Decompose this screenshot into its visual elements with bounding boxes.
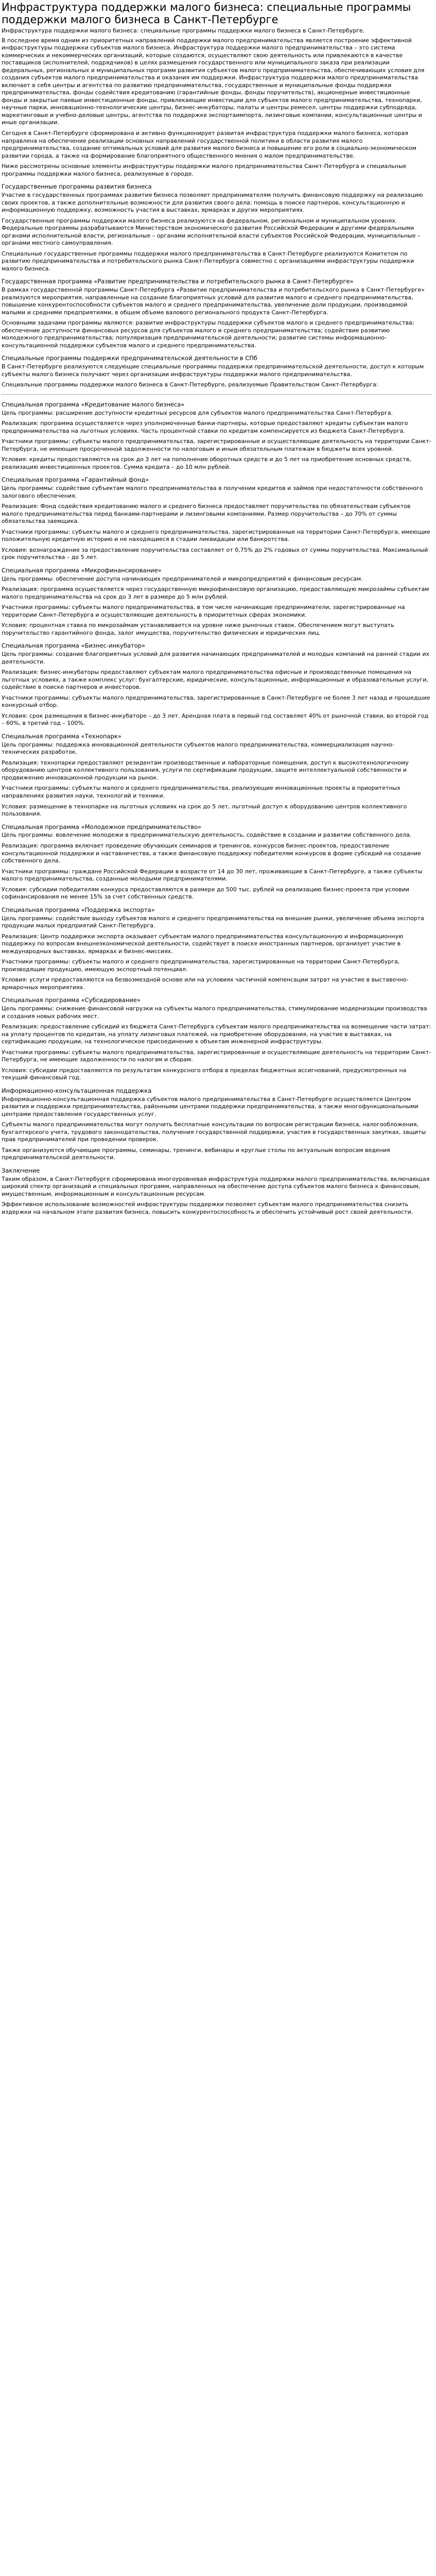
intro-paragraph: Сегодня в Санкт-Петербурге сформирована и активно функционирует развитая инфраструктура поддержки малого бизнеса, которая направлена на обеспечение реализации основных направлений государственной политики в области развития малого предпринимательства, создание оптимальных условий для развития малого бизнеса и повышение его роли в социально-экономическом развитии города, а также на формирование благоприятного общественного мнения о малом предпринимательстве.	[2, 129, 416, 159]
document-title: Инфраструктура поддержки малого бизнеса: специальные программы поддержки малого бизнеса в Санкт-Петербурге	[2, 1, 411, 26]
program-text: Реализация: Фонд содействия кредитованию малого и среднего бизнеса предоставляет поручительства по обязательствам субъектов малого предпринимательства перед банками-партнерами и лизинговыми компаниями. Размер поручительства – до 70% от суммы обязательства заемщика.	[2, 503, 411, 525]
program-title: Специальная программа «Бизнес-инкубатор»	[2, 642, 146, 650]
program-text: Условия: субсидии победителям конкурса предоставляются в размере до 500 тыс. рублей на реализацию бизнес-проекта при условии софинансирования не менее 15% за счет собственных средств.	[2, 886, 409, 901]
program-text: Участники программы: субъекты малого и среднего предпринимательства, зарегистрированные на территории Санкт-Петербурга, имеющие положительную кредитную историю и не находящиеся в стадии ликвидации или банкротства.	[2, 528, 430, 543]
program-text: Цель программы: создание благоприятных условий для развития начинающих предпринимателей и молодых компаний на ранней стадии их деятельности.	[2, 651, 429, 665]
program-title: Специальная программа «Технопарк»	[2, 732, 121, 740]
divider	[2, 394, 432, 395]
program-item	[2, 401, 432, 471]
program-title: Специальная программа «Субсидирование»	[2, 996, 141, 1004]
section-info-support	[2, 1087, 432, 1162]
program-item	[2, 476, 432, 562]
section-special-programs	[2, 354, 432, 388]
section-paragraph: Также организуются обучающие программы, семинары, тренинги, вебинары и круглые столы по актуальным вопросам ведения предпринимательской деятельности.	[2, 1146, 390, 1161]
program-text: Участники программы: граждане Российской Федерации в возрасте от 14 до 30 лет, проживающие в Санкт-Петербурге, а также субъекты малого предпринимательства, созданные молодыми предпринимателями.	[2, 868, 423, 883]
program-text: Реализация: программа включает проведение обучающих семинаров и тренингов, конкурсов бизнес-проектов, предоставление консультационной поддержки и наставничества, а также финансовую поддержку победителям конкурсов в форме субсидий на создание собственного дела.	[2, 842, 421, 865]
program-item	[2, 733, 432, 818]
program-text: Участники программы: субъекты малого предпринимательства, в том числе начинающие предприниматели, зарегистрированные на территории Санкт-Петербурга и осуществляющие деятельность в приоритетных сферах экономики.	[2, 604, 405, 618]
section-paragraph: Эффективное использование возможностей инфраструктуры поддержки позволяет субъектам малого предпринимательства снизить издержки на начальном этапе развития бизнеса, повысить конкурентоспособность и обеспечить устойчивый рост своей деятельности.	[2, 1201, 413, 1215]
program-item	[2, 642, 432, 727]
section-paragraph: Основными задачами программы являются: развитие инфраструктуры поддержки субъектов малого и среднего предпринимательства; обеспечение доступности финансовых ресурсов для субъектов малого и среднего предпринимательства; содействие развитию молодежного предпринимательства; популяризация предпринимательской деятельности; развитие системы информационно-консультационной поддержки субъектов малого и среднего предпринимательства.	[2, 319, 414, 349]
program-item	[2, 567, 432, 637]
section-paragraph: Специальные государственные программы поддержки малого предпринимательства в Санкт-Петербурге реализуются Комитетом по развитию предпринимательства и потребительского рынка Санкт-Петербурга совместно с организациями инфраструктуры поддержки малого бизнеса.	[2, 250, 414, 272]
program-text: Участники программы: субъекты малого и среднего предпринимательства, реализующие инновационные проекты в приоритетных направлениях развития науки, технологий и техники.	[2, 785, 400, 799]
program-item	[2, 996, 432, 1082]
section-heading: Государственная программа «Развитие предпринимательства и потребительского рынка в Санкт-Петербурге»	[2, 278, 354, 285]
program-text: Цель программы: поддержка инновационной деятельности субъектов малого предпринимательства, коммерциализация научно-технических разработок.	[2, 741, 394, 756]
section-paragraph: В рамках государственной программы Санкт-Петербурга «Развитие предпринимательства и потребительского рынка в Санкт-Петербурге» реализуются мероприятия, направленные на создание благоприятных условий для развития малого и среднего предпринимательства, повышение конкурентоспособности субъектов малого и среднего предпринимательства, увеличение доли продукции, производимой малыми и средними предприятиями, в общем объеме валового регионального продукта Санкт-Петербурга.	[2, 286, 425, 316]
section-paragraph: В Санкт-Петербурге реализуются следующие специальные программы поддержки предпринимательской деятельности, доступ к которым субъекты малого бизнеса получают через организации инфраструктуры поддержки малого предпринимательства.	[2, 363, 424, 378]
program-text: Цель программы: снижение финансовой нагрузки на субъекты малого предпринимательства, стимулирование модернизации производства и создания новых рабочих мест.	[2, 1005, 427, 1020]
section-paragraph: Информационно-консультационная поддержка субъектов малого предпринимательства в Санкт-Петербурге осуществляется Центром развития и поддержки предпринимательства, районными центрами поддержки предпринимательства, а также многофункциональными центрами предоставления государственных услуг.	[2, 1095, 418, 1117]
intro-block	[2, 27, 432, 178]
section-paragraph: Участие в государственных программах развития бизнеса позволяет предпринимателям получить финансовую поддержку на реализацию своих проектов, а также дополнительные возможности для развития своего дела: помощь в поиске партнеров, консультационную и информационную поддержку, возможность участия в выставках, ярмарках и других мероприятиях.	[2, 192, 423, 214]
section-paragraph: Субъекты малого предпринимательства могут получить бесплатные консультации по вопросам регистрации бизнеса, налогообложения, бухгалтерского учета, трудового законодательства, получения государственной поддержки, участия в государственных закупках, защиты прав предпринимателей при проведении проверок.	[2, 1121, 426, 1143]
program-text: Условия: процентная ставка по микрозаймам устанавливается на уровне ниже рыночных ставок. Обеспечением могут выступать поручительство гарантийного фонда, залог имущества, поручительство физических и юридических лиц.	[2, 622, 394, 636]
program-item	[2, 823, 432, 901]
section-heading: Специальные программы поддержки предпринимательской деятельности в СПб	[2, 354, 257, 362]
program-text: Участники программы: субъекты малого предпринимательства, зарегистрированные и осуществляющие деятельность на территории Санкт-Петербурга, не имеющие просроченной задолженности по налоговым и иным обязательным платежам в бюджеты всех уровней.	[2, 438, 431, 452]
program-text: Реализация: технопарки предоставляют резидентам производственные и лабораторные помещения, доступ к высокотехнологичному оборудованию центров коллективного пользования, услуги по сертификации продукции, защите интеллектуальной собственности и продвижению инновационной продукции на рынок.	[2, 759, 409, 781]
section-state-program	[2, 278, 432, 349]
program-title: Специальная программа «Микрофинансирование»	[2, 566, 162, 574]
program-text: Условия: субсидии предоставляются по результатам конкурсного отбора в пределах бюджетных ассигнований, предусмотренных на текущий финансовый год.	[2, 1066, 407, 1081]
section-paragraph: Государственные программы поддержки малого бизнеса реализуются на федеральном, региональном и муниципальном уровнях. Федеральные программы разрабатываются Министерством экономического развития Российской Федерации и другими федеральными органами исполнительной власти, региональные – органами исполнительной власти субъектов Российской Федерации, муниципальные – органами местного самоуправления.	[2, 217, 421, 247]
programs-list	[2, 401, 432, 1082]
program-text: Участники программы: субъекты малого предпринимательства, зарегистрированные в Санкт-Петербурге не более 3 лет назад и прошедшие конкурсный отбор.	[2, 694, 430, 709]
section-paragraph: Специальные программы поддержки малого бизнеса в Санкт-Петербурге, реализуемые Правительством Санкт-Петербурга:	[2, 381, 378, 388]
section-heading: Информационно-консультационная поддержка	[2, 1087, 152, 1094]
program-item	[2, 906, 432, 992]
program-text: Цель программы: содействие выходу субъектов малого и среднего предпринимательства на внешние рынки, увеличение объема экспорта продукции малых предприятий Санкт-Петербурга.	[2, 914, 424, 929]
program-text: Условия: размещение в технопарке на льготных условиях на срок до 5 лет, льготный доступ к оборудованию центров коллективного пользования.	[2, 803, 407, 818]
section-conclusion	[2, 1167, 432, 1216]
program-text: Цель программы: обеспечение доступа начинающих предпринимателей и микропредприятий к финансовым ресурсам.	[2, 575, 363, 582]
program-title: Специальная программа «Поддержка экспорта»	[2, 906, 155, 913]
section-heading: Государственные программы развития бизнеса	[2, 183, 152, 191]
program-text: Реализация: программа осуществляется через уполномоченные банки-партнеры, которые предоставляют кредиты субъектам малого предпринимательства на льготных условиях. Часть процентной ставки по кредитам компенсируется из бюджета Санкт-Петербурга.	[2, 420, 408, 434]
program-text: Цель программы: содействие субъектам малого предпринимательства в получении кредитов и займов при недостаточности собственного залогового обеспечения.	[2, 485, 423, 499]
section-paragraph: Таким образом, в Санкт-Петербурге сформирована многоуровневая инфраструктура поддержки малого предпринимательства, включающая широкий спектр организаций и специальных программ, направленных на обеспечение доступа субъектов малого бизнеса к финансовым, имущественным, информационным и консультационным ресурсам.	[2, 1175, 430, 1197]
program-text: Условия: кредиты предоставляются на срок до 3 лет на пополнение оборотных средств и до 5 лет на приобретение основных средств, реализацию инвестиционных проектов. Сумма кредита – до 10 млн рублей.	[2, 456, 411, 470]
program-text: Цель программы: расширение доступности кредитных ресурсов для субъектов малого предпринимательства Санкт-Петербурга.	[2, 409, 393, 416]
intro-paragraph: Ниже рассмотрены основные элементы инфраструктуры поддержки малого предпринимательства Санкт-Петербурга и специальные программы поддержки малого бизнеса, реализуемые в городе.	[2, 163, 407, 177]
program-title: Специальная программа «Гарантийный фонд»	[2, 476, 149, 484]
section-heading: Заключение	[2, 1166, 40, 1174]
program-text: Условия: услуги предоставляются на безвозмездной основе или на условиях частичной компенсации затрат на участие в выставочно-ярмарочных мероприятиях.	[2, 976, 409, 991]
program-text: Цель программы: вовлечение молодежи в предпринимательскую деятельность, содействие в создании и развитии собственного дела.	[2, 832, 412, 839]
program-title: Специальная программа «Молодежное предпринимательство»	[2, 823, 202, 831]
intro-paragraph: В последнее время одним из приоритетных направлений поддержки малого предпринимательства является построение эффективной инфраструктуры поддержки субъектов малого бизнеса. Инфраструктура поддержки малого предпринимательства – это система коммерческих и некоммерческих организаций, которые создаются, осуществляют свою деятельность или привлекаются в качестве поставщиков (исполнителей, подрядчиков) в целях размещения государственного или муниципального заказа при реализации федеральных, региональных и муниципальных программ развития субъектов малого предпринимательства, обеспечивающих условия для создания субъектов малого предпринимательства и оказания им поддержки. Инфраструктура поддержки малого предпринимательства включает в себя центры и агентства по развитию предпринимательства, государственные и муниципальные фонды поддержки предпринимательства, фонды содействия кредитованию (гарантийные фонды, фонды поручительств), акционерные инвестиционные фонды и закрытые паевые инвестиционные фонды, привлекающие инвестиции для субъектов малого предпринимательства, технопарки, научные парки, инновационно-технологические центры, бизнес-инкубаторы, палаты и центры ремесел, центры поддержки субподряда, маркетинговые и учебно-деловые центры, агентства по поддержке экспортаимпорта, лизинговые компании, консультационные центры и иные организации.	[2, 37, 425, 126]
program-text: Участники программы: субъекты малого предпринимательства, зарегистрированные и осуществляющие деятельность на территории Санкт-Петербурга, не имеющие задолженности по налогам и сборам.	[2, 1048, 431, 1063]
program-text: Участники программы: субъекты малого и среднего предпринимательства, зарегистрированные на территории Санкт-Петербурга, производящие продукцию, имеющую экспортный потенциал.	[2, 958, 400, 973]
program-text: Реализация: Центр поддержки экспорта оказывает субъектам малого предпринимательства консультационную и информационную поддержку по вопросам внешнеэкономической деятельности, содействует в поиске иностранных партнеров, организует участие в международных выставках, ярмарках и бизнес-миссиях.	[2, 933, 404, 955]
intro-paragraph: Инфраструктура поддержки малого бизнеса: специальные программы поддержки малого бизнеса в Санкт-Петербурге.	[2, 27, 365, 35]
program-text: Реализация: предоставление субсидий из бюджета Санкт-Петербурга субъектам малого предпринимательства на возмещение части затрат: на уплату процентов по кредитам, на уплату лизинговых платежей, на приобретение оборудования, на участие в выставках, на сертификацию продукции, на технологическое присоединение к объектам инженерной инфраструктуры.	[2, 1023, 431, 1045]
section-government-programs	[2, 183, 432, 273]
program-text: Реализация: программа осуществляется через государственную микрофинансовую организацию, предоставляющую микрозаймы субъектам малого предпринимательства на срок до 3 лет в размере до 5 млн рублей.	[2, 586, 429, 600]
document-page	[0, 0, 436, 1225]
program-text: Условия: вознаграждение за предоставление поручительства составляет от 0,75% до 2% годовых от суммы поручительства. Максимальный срок поручительства – до 5 лет.	[2, 546, 428, 561]
program-text: Условия: срок размещения в бизнес-инкубаторе – до 3 лет. Арендная плата в первый год составляет 40% от рыночной ставки, во второй год – 60%, в третий год – 100%.	[2, 712, 429, 727]
program-text: Реализация: бизнес-инкубаторы предоставляют субъектам малого предпринимательства офисные и производственные помещения на льготных условиях, а также комплекс услуг: бухгалтерские, юридические, консультационные, информационные и образовательные услуги, содействие в поиске партнеров и инвесторов.	[2, 669, 428, 691]
program-title: Специальная программа «Кредитование малого бизнеса»	[2, 400, 185, 408]
